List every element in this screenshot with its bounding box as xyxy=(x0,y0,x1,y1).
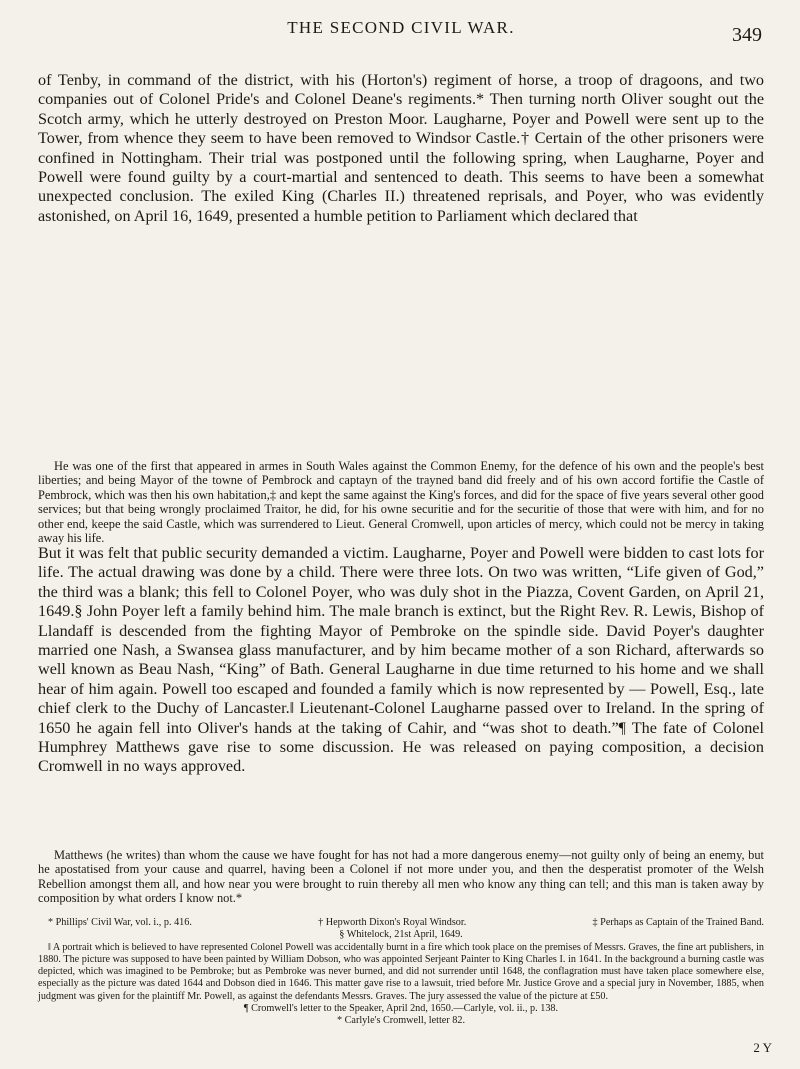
running-title: THE SECOND CIVIL WAR. xyxy=(287,18,515,37)
footnote-1: * Phillips' Civil War, vol. i., p. 416. xyxy=(48,917,192,928)
paragraph-1: of Tenby, in command of the district, with his (Horton's) regiment of horse, a troop of dragoons, and two companies out of Colonel Pride's and Colonel Deane's regiments.* Then turning north Oliver sought out the Scotch army, which he utterly destroyed on Preston Moor. Laugharne, Poyer and Powell were sent up to the Tower, from whence they seem to have been removed to Windsor Castle.† Certain of the other prisoners were confined in Nottingham. Their trial was postponed until the following spring, when Laugharne, Poyer and Powell were found guilty by a court-martial and sentenced to death. This seems to have been a somewhat unexpected conclusion. The exiled King (Charles II.) threatened reprisals, and Poyer, who was evidently astonished, on April 16, 1649, presented a humble petition to Parliament which declared that xyxy=(38,71,764,225)
footnote-3: ‡ Perhaps as Captain of the Trained Band. xyxy=(592,917,764,928)
footnote-4: § Whitelock, 21st April, 1649. xyxy=(339,929,463,941)
quoted-letter: Matthews (he writes) than whom the cause we have fought for has not had a more dangerous enemy—not guilty only of being an enemy, but he apostatised from your cause and quarrel, having been a Colonel if not more under you, and then the desperatist promoter of the Welsh Rebellion amongst them all, and how near you were brought to ruin thereby all men who know any thing can tell; and this man is taken away by composition by what orders I know not.* xyxy=(38,848,764,906)
footnote-6: ¶ Cromwell's letter to the Speaker, April 2nd, 1650.—Carlyle, vol. ii., p. 138. xyxy=(243,1002,559,1014)
page-number: 349 xyxy=(732,24,762,46)
footnote-row xyxy=(38,917,764,929)
footnote-5: ‖ A portrait which is believed to have represented Colonel Powell was accidentally burnt in a fire which took place on the premises of Messrs. Graves, the fine art publishers, in 1880. The picture was supposed to have been painted by William Dobson, who was appointed Serjeant Painter to King Charles I. in 1641. In the background a burning castle was depicted, which was imagined to be Pembroke; but as Pembroke was never burned, and did not surrender until 1648, the conflagration must have taken place somewhere else, especially as the picture was dated 1644 and Dobson died in 1646. This matter gave rise to a lawsuit, tried before Mr. Justice Grove and a special jury in November, 1885, when judgment was given for the plaintiff Mr. Powell, as against the defendants Messrs. Graves. The jury assessed the value of the picture at £50. xyxy=(38,942,764,1002)
footnote-7: * Carlyle's Cromwell, letter 82. xyxy=(336,1014,466,1026)
footnotes xyxy=(38,917,764,1027)
quoted-petition: He was one of the first that appeared in armes in South Wales against the Common Enemy, for the defence of his own and the people's best liberties; and being Mayor of the towne of Pembrock and captayn of the trayned band did freely and of his own accord fortifie the Castle of Pembrock, which was then his own habitation,‡ and kept the same against the King's forces, and did for the space of five years several other good services; but that being wrongly proclaimed Traitor, he did, for his owne securitie and for the securitie of those that were with him, and for no other end, keepe the said Castle, which was surrendered to Lieut. General Cromwell, upon articles of mercy, which could not be mercy in taking away his life. xyxy=(38,459,764,546)
signature-mark: 2 Y xyxy=(753,1040,772,1055)
running-head xyxy=(38,14,764,44)
footnote-2: † Hepworth Dixon's Royal Windsor. xyxy=(318,917,467,928)
paragraph-2: But it was felt that public security demanded a victim. Laugharne, Poyer and Powell were bidden to cast lots for life. The actual drawing was done by a child. There were three lots. On two was written, “Life given of God,” the third was a blank; this fell to Colonel Poyer, who was duly shot in the Piazza, Covent Garden, on April 21, 1649.§ John Poyer left a family behind him. The male branch is extinct, but the Right Rev. R. Lewis, Bishop of Llandaff is descended from the fighting Mayor of Pembroke on the spindle side. David Poyer's daughter married one Nash, a Swansea glass manufacturer, and by him became mother of a son Richard, afterwards so well known as Beau Nash, “King” of Bath. General Laugharne in due time returned to his home and we shall hear of him again. Powell too escaped and founded a family which is now represented by — Powell, Esq., late chief clerk to the Duchy of Lancaster.‖ Lieutenant-Colonel Laugharne passed over to Ireland. In the spring of 1650 he again fell into Oliver's hands at the taking of Cahir, and “was shot to death.”¶ The fate of Colonel Humphrey Matthews gave rise to some discussion. He was released on paying composition, a decision Cromwell in no ways approved. xyxy=(38,544,764,776)
